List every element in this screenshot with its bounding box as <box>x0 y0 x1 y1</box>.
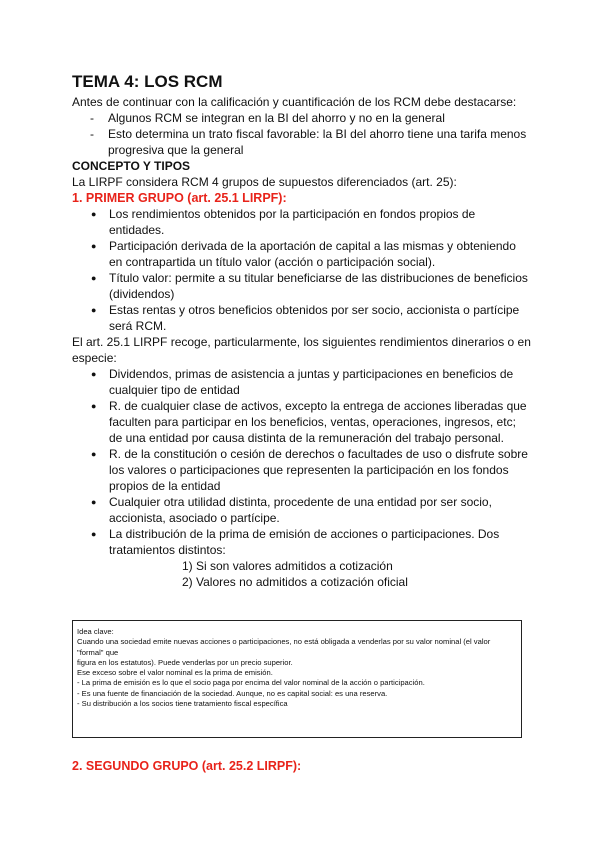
treatment-item: 1) Si son valores admitidos a cotización <box>182 559 393 573</box>
list-item: ● Participación derivada de la aportación de capital a las mismas y obteniendo en contrapartida un título valor (acción o participación social). <box>89 238 532 270</box>
idea-clave-box <box>72 620 522 738</box>
idea-box-line: - La prima de emisión es lo que el socio paga por encima del valor nominal de la acción o participación. <box>77 678 425 688</box>
list-item: - Esto determina un trato fiscal favorable: la BI del ahorro tiene una tarifa menos progresiva que la general <box>86 126 532 158</box>
idea-box-title: Idea clave: <box>77 627 114 636</box>
list-item: - Algunos RCM se integran en la BI del ahorro y no en la general <box>86 110 532 126</box>
group2-heading: 2. SEGUNDO GRUPO (art. 25.2 LIRPF): <box>72 759 302 773</box>
list-item: ● Título valor: permite a su titular beneficiarse de las distribuciones de beneficios (dividendos) <box>89 270 532 302</box>
intro-paragraph: Antes de continuar con la calificación y cuantificación de los RCM debe destacarse: <box>72 95 517 109</box>
group2-section <box>72 758 301 774</box>
idea-box-line: - Su distribución a los socios tiene tratamiento fiscal específica <box>77 699 288 709</box>
list-item: ● R. de cualquier clase de activos, excepto la entrega de acciones liberadas que faculten para participar en los beneficios, ventas, operaciones, ingresos, etc; de una entidad por causa distinta de la remuneración del trabajo personal. <box>89 398 532 446</box>
idea-box-line: - Es una fuente de financiación de la sociedad. Aunque, no es capital social: es una reserva. <box>77 688 388 698</box>
idea-box-line: figura en los estatutos). Puede venderlas por un precio superior. <box>77 657 293 667</box>
concept-paragraph: La LIRPF considera RCM 4 grupos de supuestos diferenciados (art. 25): <box>72 175 457 189</box>
list-item: ● Estas rentas y otros beneficios obtenidos por ser socio, accionista o partícipe será RCM. <box>89 302 532 334</box>
list-item: ● La distribución de la prima de emisión de acciones o participaciones. Dos tratamientos distintos: <box>89 526 532 558</box>
treatment-item: 2) Valores no admitidos a cotización oficial <box>182 575 408 589</box>
idea-box-line: Cuando una sociedad emite nuevas acciones o participaciones, no está obligada a venderlas por su valor nominal (el valor "formal" que <box>77 637 491 657</box>
intro-list <box>72 110 532 158</box>
idea-box-line: Ese exceso sobre el valor nominal es la prima de emisión. <box>77 668 273 678</box>
list-item: ● Dividendos, primas de asistencia a juntas y participaciones en beneficios de cualquier tipo de entidad <box>89 366 532 398</box>
list-item: ● Los rendimientos obtenidos por la participación en fondos propios de entidades. <box>89 206 532 238</box>
document-page <box>72 72 532 590</box>
page-title: TEMA 4: LOS RCM <box>72 72 223 91</box>
group1-list <box>72 206 532 334</box>
article-paragraph: El art. 25.1 LIRPF recoge, particularmente, los siguientes rendimientos dinerarios o en especie: <box>72 335 531 365</box>
group1-heading: 1. PRIMER GRUPO (art. 25.1 LIRPF): <box>72 191 287 205</box>
list-item: ● Cualquier otra utilidad distinta, procedente de una entidad por ser socio, accionista, asociado o partícipe. <box>89 494 532 526</box>
article-list <box>72 366 532 558</box>
concept-heading: CONCEPTO Y TIPOS <box>72 159 191 173</box>
list-item: ● R. de la constitución o cesión de derechos o facultades de uso o disfrute sobre los valores o participaciones que representen la participación en los fondos propios de la entidad <box>89 446 532 494</box>
